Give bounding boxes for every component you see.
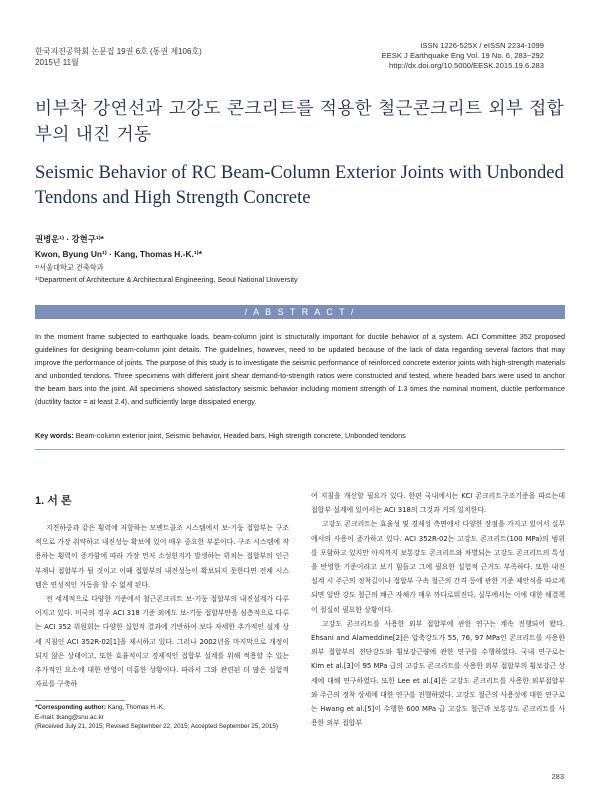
authors-korean: 권병운¹⁾ · 강현구¹⁾*	[35, 234, 104, 244]
journal-name-kr: 한국지진공학회 논문집 19권 6호 (통권 제106호)	[35, 47, 202, 56]
abstract-text: In the moment frame subjected to earthquake loads, beam-column joint is structurally important for ductile behavior of a system. ACI Committee 352 proposed guidelines for designing beam-column joint details. The guidelines, however, need to be updated because of the lack of data regarding several factors that may improve the performance of joints. The purpose of this study is to investigate the seismic performance of reinforced concrete exterior joints with high-strength materials and unbonded tendons. Three specimens with different joint shear demand-to-strength ratios were constructed and tested, where headed bars were used to anchor the beam bars into the joint. All specimens showed satisfactory seismic behavior including moment strength of 1.3 times the nominal moment, ductile performance (ductility factor = at least 2.4), and sufficiently large dissipated energy.	[35, 332, 565, 406]
body-column-left	[35, 521, 289, 689]
paragraph: 지진하중과 같은 횡력에 저항하는 모멘트골조 시스템에서 보-기둥 접합부는 구조적으로 가장 취약하고 내진성능 확보에 있어 매우 중요한 부분이다. 구조 시스템에 작용하는 횡력이 증가함에 따라 가장 먼저 소성힌지가 발생하는 위치는 접합부의 인근 부재나 접합부가 될 것이고 이때 접합부의 내진성능이 확보되지 못한다면 전체 시스템은 연성적인 거동을 할 수 없게 된다.	[35, 524, 289, 589]
affiliation-korean: ¹⁾서울대학교 건축학과	[35, 263, 104, 272]
corresponding-author: Kang, Thomas H.-K.	[107, 704, 165, 711]
section-heading: 1. 서 론	[35, 495, 72, 507]
issn: ISSN 1226-525X / eISSN 2234-1099	[420, 41, 544, 50]
paragraph: 고강도 콘크리트를 사용한 외부 접합부에 관한 연구는 계속 진행되어 왔다. Ehsani and Alameddine[2]은 압축강도가 55, 76, 97 MPa인 콘크리트를 사용한 외부 접합부의 전단강도와 횡보강근량에 관한 연구를 수행하였다. 국내 연구로는 Kim et al.[3]이 95 MPa 급의 고강도 콘크리트를 사용한 외부 접합부의 횡보강근 상세에 대해 연구하였다. 또한 Lee et al.[4]은 고강도 콘크리트를 사용한 외부접합부와 주근의 정착 상세에 대한 연구를 진행하였다. 고강도 철근의 사용성에 대한 연구로는 Hwang et al.[5]이 수행한 600 MPa 급 고강도 철근과 보통강도 콘크리트를 사용한 외부 접합부	[311, 619, 565, 728]
footnote-rule	[35, 700, 125, 701]
keywords-label: Key words:	[35, 431, 74, 440]
journal-date: 2015년 11월	[35, 57, 79, 67]
footnote-label: *Corresponding author:	[35, 704, 107, 711]
page-number: 283	[551, 772, 564, 781]
journal-volume: EESK J Earthquake Eng Vol. 19 No. 6, 283~292	[381, 51, 544, 60]
abstract-divider	[35, 449, 565, 450]
title-korean: 비부착 강연선과 고강도 콘크리트를 적용한 철근콘크리트 외부 접합부의 내진 거동	[35, 99, 565, 145]
authors-block	[35, 232, 575, 286]
keywords-list: Beam-column exterior joint, Seismic behavior, Headed bars, High strength concrete, Unbonded tendons	[75, 431, 406, 440]
body-column-right	[311, 489, 565, 759]
doi-link[interactable]: http://dx.doi.org/10.5000/EESK.2015.19.6.283	[389, 61, 544, 70]
paragraph: 전 세계적으로 다양한 기준에서 철근콘크리트 보-기둥 접합부의 내진설계가 다루어지고 있다. 미국의 경우 ACI 318 기준 외에도 보-기둥 접합부만을 심층적으로 다루는 ACI 352 위원회는 다양한 실험적 결과에 기반하여 보다 자세한 추가적인 설계 상세 지침인 ACI 352R-02[1]을 제시하고 있다. 그러나 2002년을 마지막으로 개정이 되지 않은 상태이고, 또한 효율적이고 경제적인 접합부 설계를 위해 적용할 수 있는 추가적인 요소에 대한 반영이 미흡한 상황이다. 따라서 그와 관련된 더 많은 실험적 자료를 구축하	[35, 595, 289, 689]
journal-header-left	[35, 47, 202, 68]
keywords	[35, 430, 565, 442]
authors-english: Kwon, Byung Un¹⁾ · Kang, Thomas H.-K.¹⁾*	[35, 249, 202, 259]
journal-header-right	[382, 41, 544, 71]
footnote	[35, 703, 295, 732]
author-email[interactable]: E-mail: tkang@snu.ac.kr	[35, 713, 104, 721]
paragraph: 여 지침을 개선할 필요가 있다. 한편 국내에서는 KCI 콘크리트구조기준을 따르는데 접합부 설계에 있어서는 ACI 318의 그것과 거의 일치한다.	[311, 492, 565, 515]
paragraph: 고강도 콘크리트는 효율성 및 경제성 측면에서 다양한 장점을 가지고 있어서 실무에서의 사용이 증가하고 있다. ACI 352R-02는 고강도 콘크리트(100 MPa)의 범위를 포함하고 있지만 아직까지 보통강도 콘크리트와 차별되는 고강도 콘크리트의 특성을 반영한 기준이라고 보기 힘들고 그에 필요한 실험적 근거도 부족하다. 또한 내진 설계 시 주근의 정착길이나 접합부 구속 철근의 간격 등에 관한 기준 제안식을 따르게 되면 일반 강도 철근의 배근 자체가 매우 까다로워진다. 실무에서는 이에 대한 해결책이 절실히 필요한 상황이다.	[311, 520, 565, 614]
abstract-heading: / A B S T R A C T /	[35, 305, 565, 319]
title-english: Seismic Behavior of RC Beam-Column Exterior Joints with Unbonded Tendons and High Strength Concrete	[35, 162, 564, 208]
received-dates: (Received July 21, 2015; Revised September 22, 2015; Accepted September 25, 2015)	[35, 723, 278, 731]
affiliation-english: ¹⁾Department of Architecture & Architectural Engineering, Seoul National University	[35, 275, 298, 284]
